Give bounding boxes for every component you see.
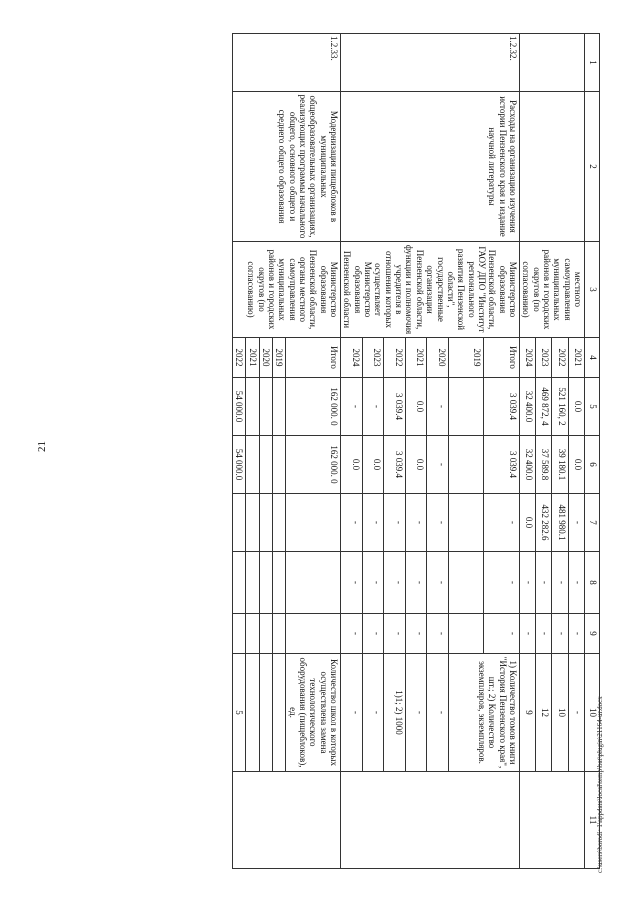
cell-value [273, 494, 286, 552]
footer-file-path: c:\users\borodi~1\appdata\local\temp\bat\plugin\21164-ur.docx [596, 696, 604, 873]
cell-value [246, 494, 259, 552]
cell-value [246, 552, 259, 614]
cell-value: - [341, 614, 363, 654]
cell-value: - [427, 378, 448, 436]
cell-value: - [384, 494, 405, 552]
cell-indicator: Количество школ в которых осуществлена замена технологического оборудования (пищеблоков), ед. [286, 654, 341, 772]
col-header: 10 [585, 654, 600, 772]
cell-value [259, 378, 272, 436]
cell-value: 3 039.4 [484, 378, 520, 436]
cell-name: Модернизация пищеблоков в муниципальных общеобразовательных организациях, реализующих программы начального общего, основного общего и среднего общего образования [233, 92, 341, 242]
table-row [484, 34, 520, 869]
cell-value: - [362, 552, 383, 614]
cell-value: - [484, 552, 520, 614]
cell-indicator: 1) Количество томов книги "История Пензенского края", шт.; 2) Количество экземпляров, экземпляров. [448, 654, 519, 772]
cell-value [273, 654, 286, 772]
cell-value: - [519, 552, 535, 614]
cell-value [286, 494, 341, 552]
rotated-table-sheet [85, 33, 600, 868]
cell-year: 2023 [536, 338, 552, 378]
cell-value [448, 378, 484, 436]
cell-value: - [427, 552, 448, 614]
cell-value: 3 039.4 [384, 378, 405, 436]
cell-value [286, 614, 341, 654]
cell-value [273, 436, 286, 494]
cell-executor: Министерство образования Пензенской области, ГАОУ ДПО "Институт регионального развития Пензенской области", государственные организации Пензенской области, функции и полномочия учредителя в отношении которых осуществляет Министерство образования Пензенской области [341, 242, 520, 338]
cell-year: 2020 [259, 338, 272, 378]
cell-value: 162 000. 0 [286, 436, 341, 494]
cell-value: 9 [519, 654, 535, 772]
cell-value: - [341, 378, 363, 436]
col-header: 6 [585, 436, 600, 494]
cell-value [233, 494, 246, 552]
cell-value: - [427, 654, 448, 772]
cell-value: - [427, 436, 448, 494]
cell-year: Итого [286, 338, 341, 378]
cell-value [286, 552, 341, 614]
cell-value [448, 436, 484, 494]
cell-year: 2024 [341, 338, 363, 378]
cell-value: 432 282.6 [536, 494, 552, 552]
cell-value: - [362, 614, 383, 654]
cell-value: - [484, 494, 520, 552]
cell-year: 2021 [568, 338, 584, 378]
col-header: 2 [585, 92, 600, 242]
cell-value: 5 [233, 654, 246, 772]
cell-value: 0.0 [568, 378, 584, 436]
cell-value: 0.0 [341, 436, 363, 494]
cell-value [259, 654, 272, 772]
cell-value: 37 589.8 [536, 436, 552, 494]
cell-value: - [536, 614, 552, 654]
cell-value: 521 160, 2 [552, 378, 568, 436]
cell-value [233, 552, 246, 614]
col-header: 11 [585, 772, 600, 869]
col-header: 3 [585, 242, 600, 338]
cell-value: - [552, 552, 568, 614]
cell-value: 0.0 [405, 436, 426, 494]
cell-value: - [427, 494, 448, 552]
cell-value: 0.0 [568, 436, 584, 494]
cell-value: 32 400.0 [519, 436, 535, 494]
table-row [568, 34, 584, 869]
cell-value [246, 378, 259, 436]
cell-value: - [341, 552, 363, 614]
cell-num [519, 34, 584, 92]
cell-year: 2022 [384, 338, 405, 378]
cell-value: 10 [552, 654, 568, 772]
cell-value: 12 [536, 654, 552, 772]
cell-value [246, 654, 259, 772]
cell-value: - [568, 494, 584, 552]
page-number: 21 [36, 441, 48, 452]
cell-value: - [384, 552, 405, 614]
col-header: 5 [585, 378, 600, 436]
cell-value: - [568, 552, 584, 614]
cell-value: - [341, 494, 363, 552]
cell-name: Расходы на организацию изучения истории Пензенского края и издание научной литературы [341, 92, 520, 242]
cell-name [519, 92, 584, 242]
cell-year: 2020 [427, 338, 448, 378]
cell-value [448, 614, 484, 654]
cell-value: - [341, 654, 363, 772]
cell-year: 2023 [362, 338, 383, 378]
cell-value: 3 039.4 [384, 436, 405, 494]
cell-value [273, 614, 286, 654]
col-header: 8 [585, 552, 600, 614]
cell-value: 54 000.0 [233, 378, 246, 436]
cell-year: 2019 [273, 338, 286, 378]
cell-value: 3 039.4 [484, 436, 520, 494]
col-header: 9 [585, 614, 600, 654]
cell-year: 2022 [233, 338, 246, 378]
cell-value: 0.0 [405, 378, 426, 436]
cell-year: 2021 [246, 338, 259, 378]
cell-value [233, 614, 246, 654]
cell-value: 469 872, 4 [536, 378, 552, 436]
cell-executor: Министерство образования Пензенской области, органы местного самоуправления муниципальных районов и городских округов (по согласованию) [233, 242, 341, 338]
cell-value: - [568, 654, 584, 772]
cell-value: 1)1; 2) 1000 [384, 654, 405, 772]
cell-value: - [519, 614, 535, 654]
cell-year: 2022 [552, 338, 568, 378]
cell-value [273, 378, 286, 436]
cell-year: 2021 [405, 338, 426, 378]
cell-value: - [405, 614, 426, 654]
cell-value: - [405, 654, 426, 772]
cell-value [259, 614, 272, 654]
cell-note [233, 772, 341, 869]
cell-value: 162 000. 0 [286, 378, 341, 436]
cell-value: 0.0 [519, 494, 535, 552]
cell-value: - [405, 494, 426, 552]
column-number-row [585, 34, 600, 869]
cell-year: 2024 [519, 338, 535, 378]
cell-num: 1.2.32. [341, 34, 520, 92]
cell-value: - [362, 654, 383, 772]
col-header: 1 [585, 34, 600, 92]
cell-value: - [384, 614, 405, 654]
cell-value [246, 614, 259, 654]
cell-value: - [536, 552, 552, 614]
cell-value [259, 552, 272, 614]
cell-value [448, 552, 484, 614]
cell-year: 2019 [448, 338, 484, 378]
cell-value: - [427, 614, 448, 654]
cell-value [448, 494, 484, 552]
cell-value: 481 980.1 [552, 494, 568, 552]
table-row [286, 34, 341, 869]
cell-num: 1.2.33. [233, 34, 341, 92]
cell-note [341, 772, 520, 869]
cell-value: 0.0 [362, 436, 383, 494]
cell-value: - [552, 614, 568, 654]
cell-value: 39 180.1 [552, 436, 568, 494]
cell-value: - [484, 614, 520, 654]
cell-note [519, 772, 584, 869]
cell-value [259, 494, 272, 552]
cell-year: Итого [484, 338, 520, 378]
col-header: 4 [585, 338, 600, 378]
cell-value [273, 552, 286, 614]
cell-value [259, 436, 272, 494]
cell-value: 54 000.0 [233, 436, 246, 494]
cell-value: 32 400.0 [519, 378, 535, 436]
cell-executor: местного самоуправления муниципальных районов и городских округов (по согласованию) [519, 242, 584, 338]
program-activities-table [232, 33, 600, 869]
cell-value: - [568, 614, 584, 654]
cell-value [246, 436, 259, 494]
col-header: 7 [585, 494, 600, 552]
cell-value: - [405, 552, 426, 614]
cell-value: - [362, 378, 383, 436]
cell-value: - [362, 494, 383, 552]
